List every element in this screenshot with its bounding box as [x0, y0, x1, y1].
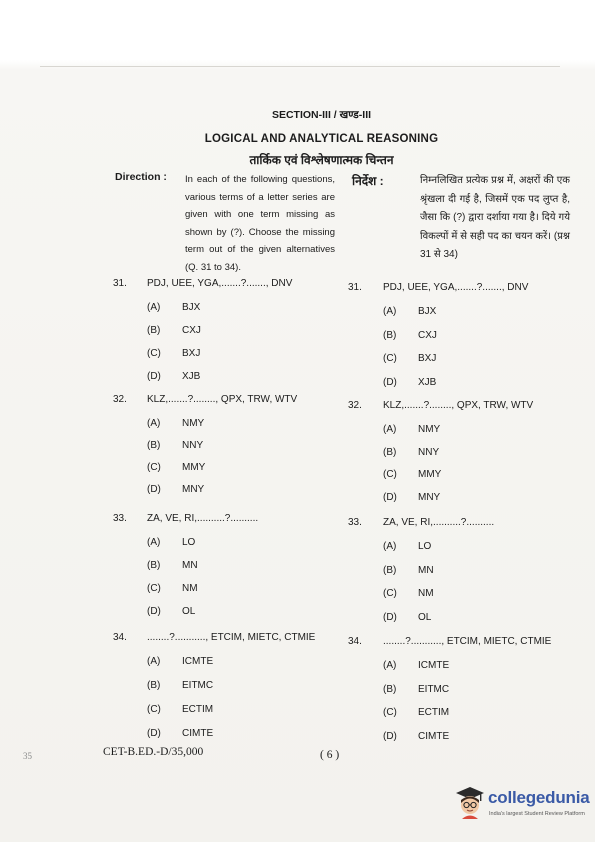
option-label: (B) — [147, 325, 161, 336]
question-number: 31. — [113, 278, 127, 289]
option-c — [147, 583, 198, 594]
option-label: (C) — [383, 707, 397, 718]
question-number: 32. — [113, 394, 127, 405]
exam-code: CET-B.ED.-D/35,000 — [103, 746, 204, 758]
direction-text-english: In each of the following questions, various terms of a letter series are given with one term missing as shown by (?). Choose the missing term out of the given alternatives (Q. 31 to 34). — [185, 174, 335, 273]
option-value: LO — [418, 541, 432, 552]
option-c — [383, 469, 441, 480]
question-text: KLZ,.......?........, QPX, TRW, WTV — [383, 400, 534, 411]
option-label: (B) — [383, 564, 397, 576]
option-a — [383, 424, 440, 435]
option-label: (B) — [147, 560, 161, 571]
direction-label-english: Direction : — [115, 171, 167, 183]
option-a — [147, 537, 195, 548]
option-d — [383, 377, 436, 388]
option-label: (B) — [147, 440, 161, 451]
option-b — [383, 565, 434, 576]
option-value: ICMTE — [418, 660, 450, 671]
option-a — [383, 541, 431, 552]
question-number: 31. — [348, 282, 362, 293]
option-value: XJB — [418, 376, 437, 388]
option-c — [383, 353, 436, 364]
english-question-32 — [113, 394, 297, 405]
option-d — [383, 612, 431, 623]
option-label: (A) — [147, 537, 161, 548]
margin-number: 35 — [23, 751, 32, 761]
option-label: (A) — [383, 541, 397, 552]
option-d — [383, 731, 449, 742]
option-a — [383, 660, 449, 671]
option-value: OL — [182, 606, 196, 617]
section-title-english: LOGICAL AND ANALYTICAL REASONING — [204, 133, 439, 145]
question-text: PDJ, UEE, YGA,.......?......., DNV — [383, 282, 529, 293]
hindi-question-33 — [348, 517, 494, 528]
option-b — [383, 447, 439, 458]
option-label: (C) — [147, 462, 161, 473]
option-label: (D) — [383, 611, 397, 623]
option-label: (C) — [147, 348, 161, 359]
collegedunia-watermark — [455, 782, 590, 828]
direction-text-hindi: निम्नलिखित प्रत्येक प्रश्न में, अक्षरों की एक श्रृंखला दी गई है, जिसमें एक पद लुप्त है, जैसा कि (?) द्वारा दर्शाया गया है। दिये गये विकल्पों में से सही पद का चयन करें। (प्रश्न 31 से 34) — [420, 175, 570, 260]
option-value: CXJ — [182, 325, 201, 336]
option-value: MN — [182, 560, 198, 571]
option-value: MNY — [418, 491, 441, 503]
option-value: NNY — [182, 440, 204, 451]
section-title-hindi: तार्किक एवं विश्लेषणात्मक चिन्तन — [249, 153, 394, 167]
option-value: XJB — [182, 371, 201, 382]
option-label: (D) — [383, 730, 397, 742]
option-label: (B) — [383, 329, 397, 341]
option-a — [147, 302, 200, 313]
hindi-question-32 — [348, 400, 533, 411]
option-label: (A) — [383, 306, 397, 317]
question-text: ........?..........., ETCIM, MIETC, CTMIE — [383, 636, 552, 647]
option-label: (C) — [383, 353, 397, 364]
option-value: CIMTE — [418, 730, 450, 742]
option-b — [147, 325, 201, 336]
option-value: OL — [418, 611, 432, 623]
brand-tagline: India's largest Student Review Platform — [489, 811, 585, 817]
option-label: (C) — [383, 588, 397, 599]
option-value: MN — [418, 564, 434, 576]
page-edge-divider — [40, 66, 560, 67]
option-label: (D) — [147, 728, 161, 739]
option-c — [147, 348, 200, 359]
option-d — [147, 371, 200, 382]
option-c — [383, 707, 449, 718]
option-value: BJX — [182, 302, 201, 313]
option-label: (D) — [147, 371, 161, 382]
option-value: MMY — [418, 469, 442, 480]
question-number: 33. — [348, 517, 362, 528]
option-value: ICMTE — [182, 656, 214, 667]
english-question-33 — [113, 513, 258, 524]
option-value: CXJ — [418, 329, 437, 341]
option-label: (B) — [383, 446, 397, 458]
brand-name: collegedunia — [488, 788, 590, 807]
option-value: NMY — [418, 424, 441, 435]
option-b — [383, 330, 437, 341]
option-label: (D) — [147, 484, 161, 495]
option-label: (C) — [147, 583, 161, 594]
question-text: ZA, VE, RI,..........?.......... — [147, 513, 259, 524]
option-value: BJX — [418, 306, 437, 317]
option-label: (C) — [383, 469, 397, 480]
section-heading: SECTION-III / खण्ड-III — [271, 109, 372, 121]
option-label: (C) — [147, 704, 161, 715]
option-value: EITMC — [182, 680, 214, 691]
hindi-question-34 — [348, 636, 551, 647]
option-value: ECTIM — [418, 707, 450, 718]
option-value: NM — [418, 588, 434, 599]
option-c — [147, 704, 213, 715]
question-number: 32. — [348, 400, 362, 411]
option-a — [147, 656, 213, 667]
option-value: MMY — [182, 462, 206, 473]
option-b — [147, 560, 198, 571]
option-label: (D) — [383, 376, 397, 388]
question-text: PDJ, UEE, YGA,.......?......., DNV — [147, 278, 293, 289]
option-b — [147, 680, 213, 691]
hindi-question-31 — [348, 282, 528, 293]
option-b — [147, 440, 203, 451]
question-text: ........?..........., ETCIM, MIETC, CTMIE — [147, 632, 316, 643]
question-text: ZA, VE, RI,..........?.......... — [383, 517, 495, 528]
option-label: (B) — [383, 683, 397, 695]
option-label: (D) — [147, 606, 161, 617]
option-d — [147, 728, 213, 739]
option-a — [147, 418, 204, 429]
question-number: 34. — [348, 636, 362, 647]
option-label: (A) — [147, 656, 161, 667]
question-number: 34. — [113, 632, 127, 643]
option-label: (A) — [147, 302, 161, 313]
english-question-31 — [113, 278, 292, 289]
option-value: EITMC — [418, 683, 450, 695]
option-b — [383, 684, 449, 695]
option-value: NM — [182, 583, 198, 594]
option-label: (A) — [383, 660, 397, 671]
option-a — [383, 306, 436, 317]
direction-label-hindi: निर्देश : — [352, 174, 384, 188]
english-question-34 — [113, 632, 315, 643]
option-value: CIMTE — [182, 728, 214, 739]
option-value: BXJ — [182, 348, 201, 359]
option-label: (A) — [383, 424, 397, 435]
graduate-mascot-icon — [455, 785, 485, 819]
option-label: (B) — [147, 680, 161, 691]
option-value: ECTIM — [182, 704, 214, 715]
option-c — [147, 462, 205, 473]
page-number: ( 6 ) — [320, 749, 340, 761]
option-d — [383, 492, 440, 503]
option-value: MNY — [182, 484, 205, 495]
option-c — [383, 588, 434, 599]
option-value: LO — [182, 537, 196, 548]
option-d — [147, 484, 204, 495]
option-value: NNY — [418, 446, 440, 458]
question-text: KLZ,.......?........, QPX, TRW, WTV — [147, 394, 298, 405]
option-label: (A) — [147, 418, 161, 429]
option-value: NMY — [182, 418, 205, 429]
option-label: (D) — [383, 491, 397, 503]
question-number: 33. — [113, 513, 127, 524]
option-d — [147, 606, 195, 617]
option-value: BXJ — [418, 353, 437, 364]
